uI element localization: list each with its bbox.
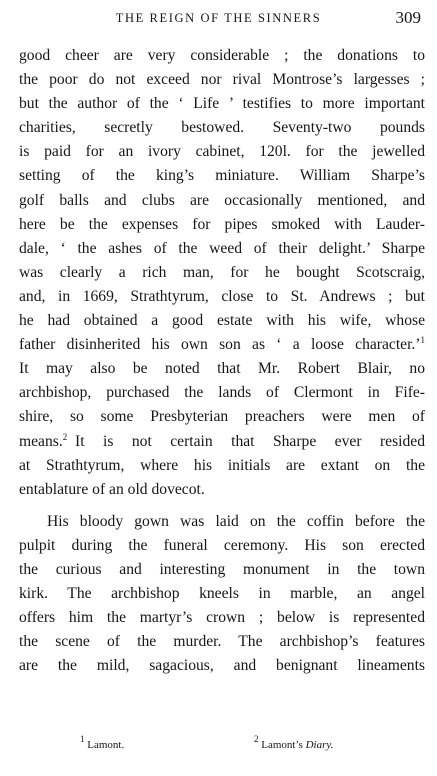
line-text: It is not certain that Sharpe ever resided [75,432,425,450]
text-line: kirk. The archbishop kneels in marble, an angel [19,585,425,603]
text-line: is paid for an ivory cabinet, 120l. for the jewelled [19,143,425,161]
paragraph-2 [19,510,425,679]
text-line: the curious and interesting monument in the town [19,560,425,578]
body-text [19,44,425,678]
text-line: shire, so some Presbyterian preachers were men of [19,408,425,426]
footnote-1-marker: 1 [80,734,85,744]
text-line-with-footnote [19,430,425,454]
page-number: 309 [395,8,421,27]
text-line: pulpit during the funeral ceremony. His son erected [19,536,425,554]
text-line: but the author of the ‘ Life ’ testifies to more important [19,95,425,113]
text-line: dale, ‘ the ashes of the weed of their delight.’ Sharpe [19,239,425,257]
text-line-with-footnote [19,333,425,357]
running-title: THE REIGN OF THE SINNERS [115,11,322,25]
text-line: His bloody gown was laid on the coffin before the [47,512,425,530]
text-line: golf balls and clubs are occasionally mentioned, and [19,191,425,209]
paragraph-1 [19,44,425,502]
footnote-1 [80,734,125,751]
footnote-1-text: Lamont. [87,739,125,751]
footnote-2 [254,734,334,751]
footnote-ref-2: 2 [62,431,68,442]
text-line: he had obtained a good estate with his wife, whose [19,312,425,330]
line-text: means. [19,432,63,450]
footnote-2-italic: Diary. [305,739,334,751]
text-line: charities, secretly bestowed. Seventy-two pounds [19,119,425,137]
line-text: father disinherited his own son as ‘ a loose character.’ [19,336,421,354]
footnote-ref-1: 1 [420,335,425,346]
text-line: are the mild, sagacious, and benignant lineaments [19,657,425,675]
text-line: archbishop, purchased the lands of Clermont in Fife- [19,384,425,402]
text-line: the scene of the murder. The archbishop’s features [19,633,425,651]
footnotes [0,736,437,756]
text-line: was clearly a rich man, for he bought Scotscraig, [19,263,425,281]
text-line: and, in 1669, Strathtyrum, close to St. Andrews ; but [19,287,425,305]
text-line: It may also be noted that Mr. Robert Blair, no [19,360,425,378]
text-line: here be the expenses for pipes smoked with Lauder- [19,215,425,233]
footnote-2-text: Lamont’s [261,739,303,751]
text-line: entablature of an old dovecot. [19,480,205,498]
running-head [0,8,437,28]
text-line: good cheer are very considerable ; the donations to [19,47,425,64]
text-line: setting of the king’s miniature. William Sharpe’s [19,167,425,185]
footnote-2-marker: 2 [254,734,259,744]
text-line: the poor do not exceed nor rival Montrose’s largesses ; [19,71,425,89]
text-line: offers him the martyr’s crown ; below is represented [19,609,425,627]
text-line: at Strathtyrum, where his initials are extant on the [19,456,425,474]
